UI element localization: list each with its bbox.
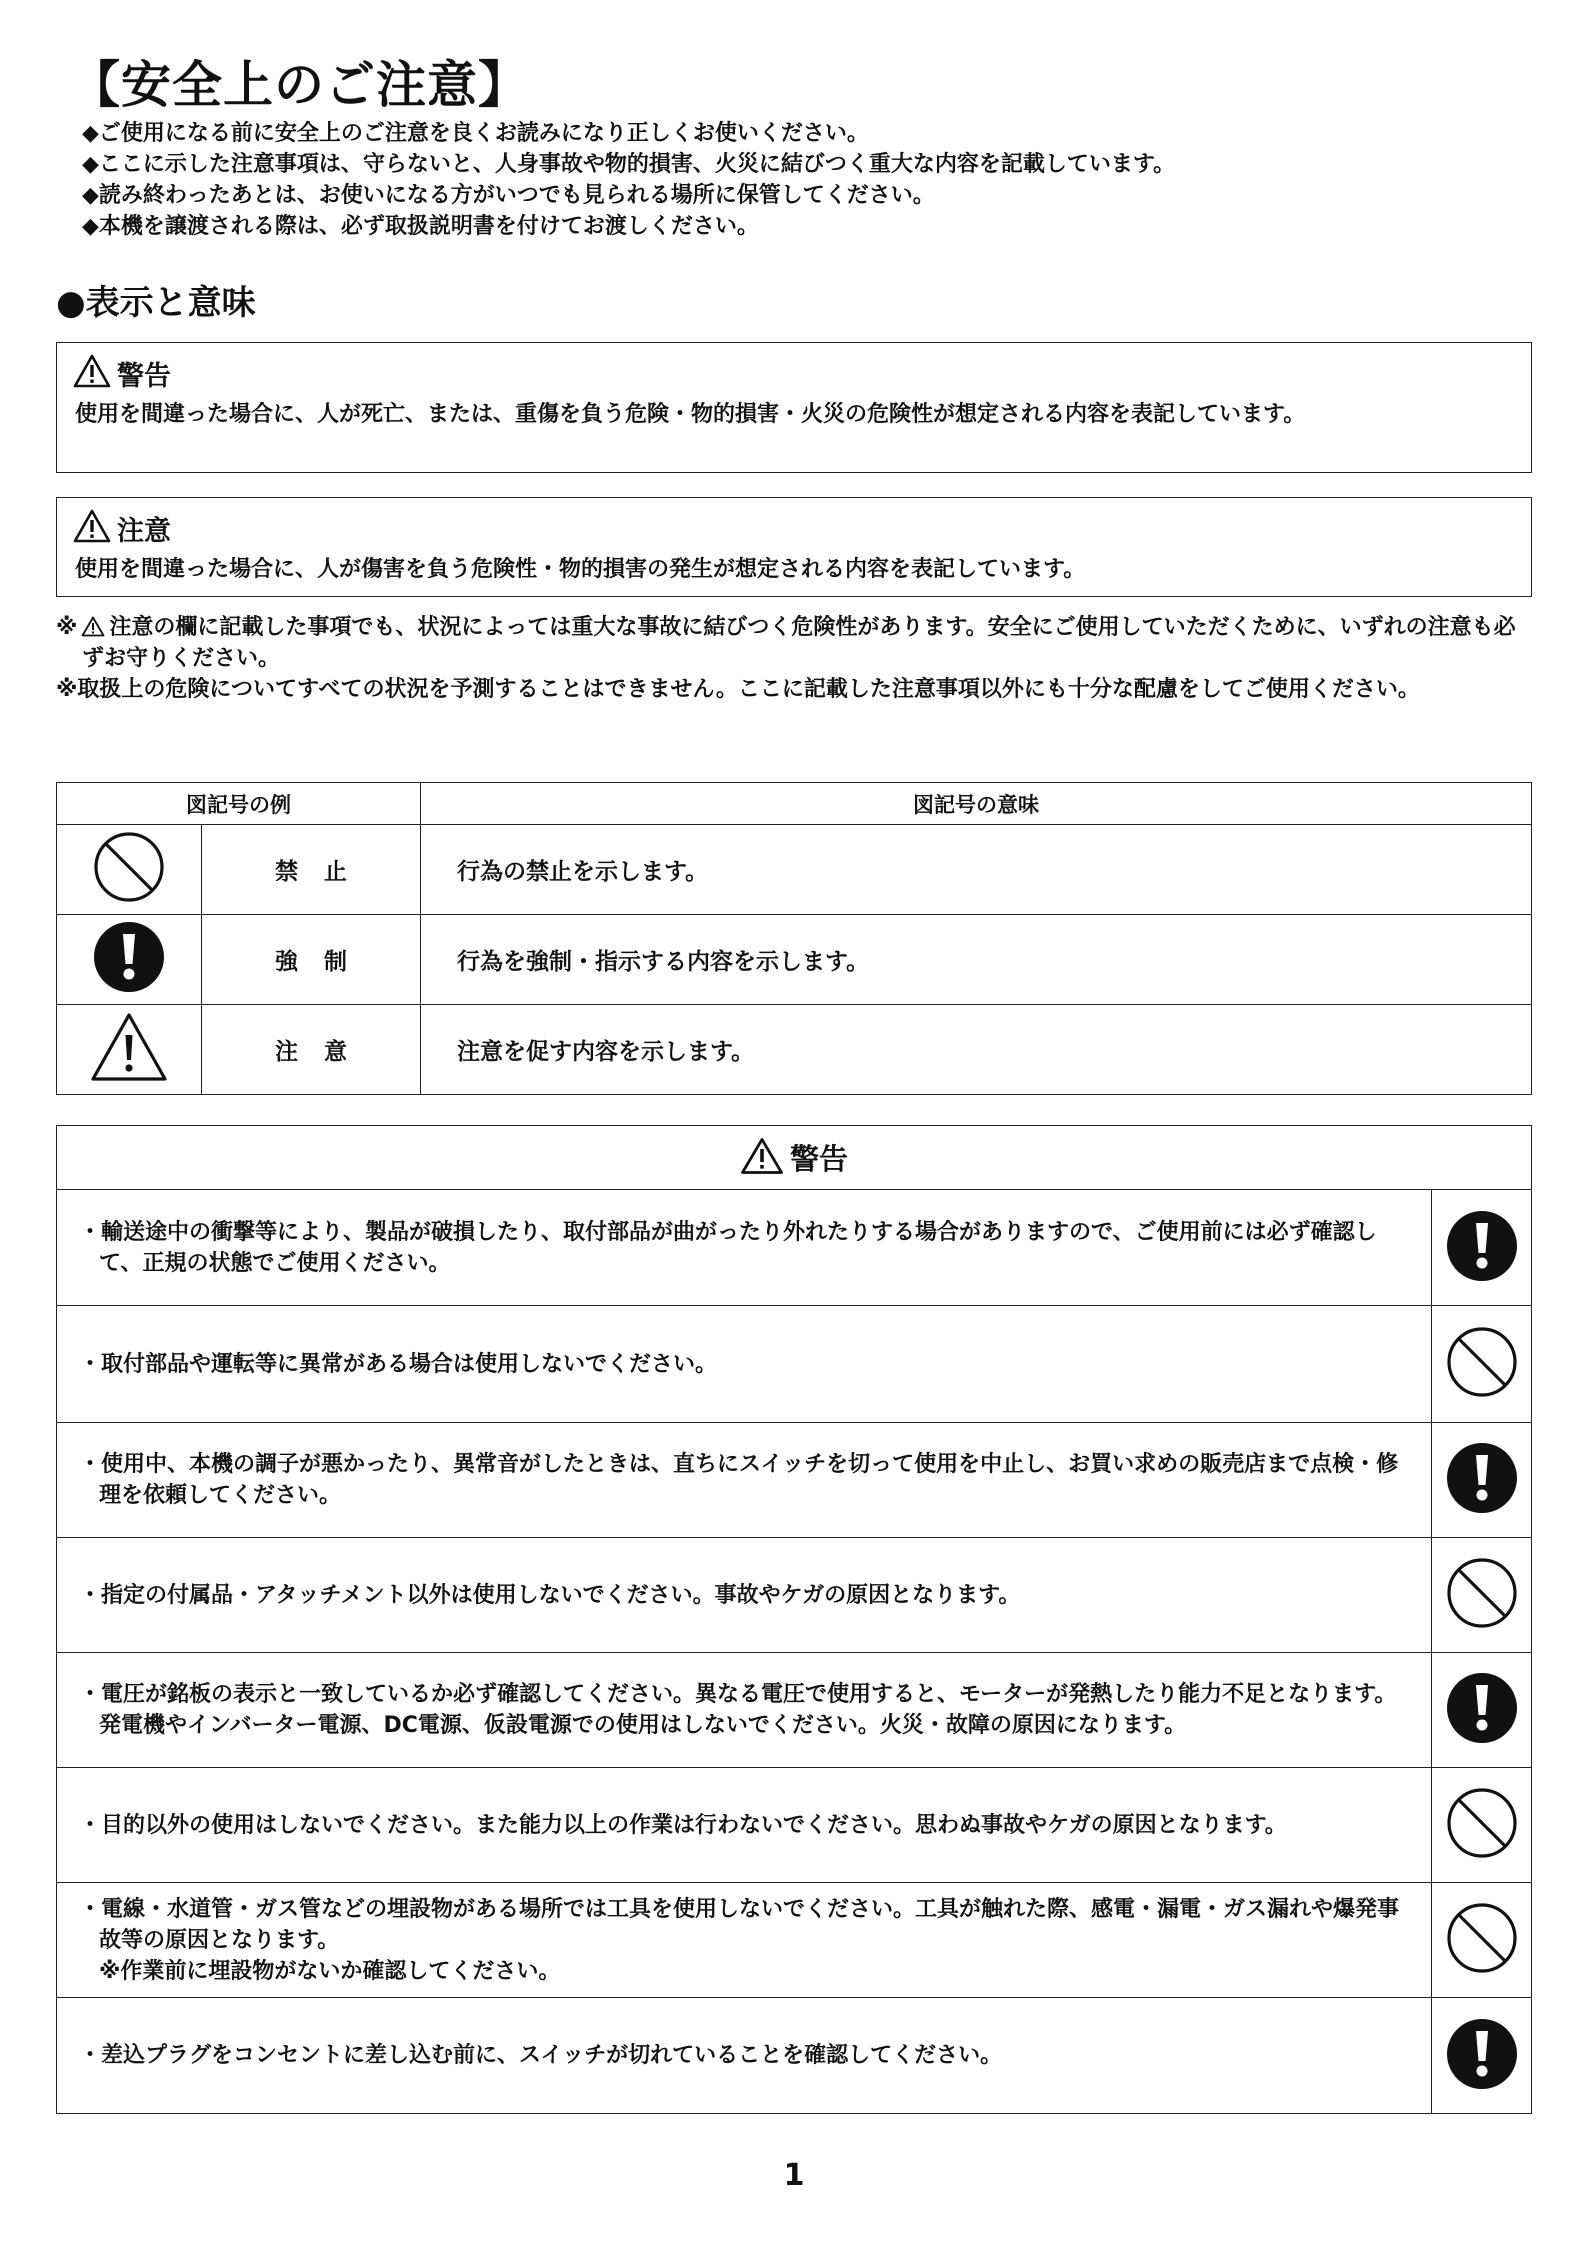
warning-item-text: ・輸送途中の衝撃等により、製品が破損したり、取付部品が曲がったり外れたりする場合がありますので、ご使用前には必ず確認して、正規の状態でご使用ください。 bbox=[79, 1219, 1377, 1276]
symbol-header-meaning: 図記号の意味 bbox=[421, 783, 1532, 825]
table-row bbox=[57, 915, 1532, 1005]
caution-label: 注意 bbox=[117, 515, 171, 547]
symbol-table bbox=[56, 782, 1532, 1095]
intro-item: ◆本機を譲渡される際は、必ず取扱説明書を付けてお渡しください。 bbox=[82, 214, 759, 239]
caution-triangle-icon bbox=[73, 509, 111, 547]
mandatory-icon bbox=[1445, 1268, 1519, 1287]
mandatory-icon bbox=[92, 974, 166, 1000]
caution-definition-box bbox=[56, 497, 1532, 597]
warning-item-text: ・電圧が銘板の表示と一致しているか必ず確認してください。異なる電圧で使用すると、モーターが発熱したり能力不足となります。発電機やインバーター電源、DC電源、仮設電源での使用はしないでください。火災・故障の原因になります。 bbox=[79, 1682, 1397, 1738]
caution-triangle-icon bbox=[89, 1063, 169, 1089]
symbol-meaning: 行為の禁止を示します。 bbox=[421, 825, 1532, 915]
warning-definition-text: 使用を間違った場合に、人が死亡、または、重傷を負う危険・物的損害・火災の危険性が想定される内容を表記しています。 bbox=[75, 402, 1306, 427]
intro-item: ◆ご使用になる前に安全上のご注意を良くお読みになり正しくお使いください。 bbox=[82, 121, 869, 146]
table-row bbox=[57, 1883, 1532, 1998]
table-row bbox=[57, 1423, 1532, 1538]
page-number: 1 bbox=[783, 2158, 805, 2193]
symbol-meaning: 注意を促す内容を示します。 bbox=[421, 1005, 1532, 1095]
notes bbox=[56, 612, 1536, 705]
warning-item-text: ・指定の付属品・アタッチメント以外は使用しないでください。事故やケガの原因となります。 bbox=[79, 1582, 1021, 1608]
note-2: ※取扱上の危険についてすべての状況を予測することはできません。ここに記載した注意事項以外にも十分な配慮をしてご使用ください。 bbox=[56, 677, 1420, 702]
warning-definition-box bbox=[56, 342, 1532, 473]
note-mark: ※ bbox=[56, 615, 78, 640]
symbol-name: 強制 bbox=[202, 915, 421, 1005]
warning-table-header bbox=[57, 1126, 1532, 1190]
symbol-meaning: 行為を強制・指示する内容を示します。 bbox=[421, 915, 1532, 1005]
table-row bbox=[57, 825, 1532, 915]
section-title: ●表示と意味 bbox=[56, 283, 256, 323]
intro-item: ◆ここに示した注意事項は、守らないと、人身事故や物的損害、火災に結びつく重大な内容を記載しています。 bbox=[82, 152, 1176, 177]
warning-item-text: ・電線・水道管・ガス管などの埋設物がある場所では工具を使用しないでください。工具が触れた際、感電・漏電・ガス漏れや爆発事故等の原因となります。 bbox=[79, 1896, 1400, 1953]
table-row bbox=[57, 1768, 1532, 1883]
warning-item-text: ・取付部品や運転等に異常がある場合は使用しないでください。 bbox=[79, 1351, 718, 1377]
prohibition-icon bbox=[1445, 1845, 1519, 1864]
mandatory-icon bbox=[1445, 1730, 1519, 1749]
warning-item-text: ・目的以外の使用はしないでください。また能力以上の作業は行わないでください。思わぬ事故やケガの原因となります。 bbox=[79, 1812, 1287, 1838]
symbol-name: 禁止 bbox=[202, 825, 421, 915]
prohibition-icon bbox=[92, 884, 166, 910]
table-row bbox=[57, 1190, 1532, 1306]
table-row bbox=[57, 1005, 1532, 1095]
note-1 bbox=[56, 612, 1536, 674]
table-row bbox=[57, 1998, 1532, 2114]
caution-triangle-icon bbox=[81, 616, 105, 637]
warning-table bbox=[56, 1125, 1532, 2114]
warning-item-text: ・使用中、本機の調子が悪かったり、異常音がしたときは、直ちにスイッチを切って使用を中止し、お買い求めの販売店まで点検・修理を依頼してください。 bbox=[79, 1452, 1399, 1508]
warning-table-label: 警告 bbox=[789, 1142, 848, 1176]
page-title: 【安全上のご注意】 bbox=[70, 56, 529, 114]
caution-definition-text: 使用を間違った場合に、人が傷害を負う危険性・物的損害の発生が想定される内容を表記しています。 bbox=[75, 557, 1086, 582]
symbol-header-example: 図記号の例 bbox=[57, 783, 421, 825]
note-1-text: 注意の欄に記載した事項でも、状況によっては重大な事故に結びつく危険性があります。安全にご使用していただくために、いずれの注意も必ずお守りください。 bbox=[82, 615, 1516, 671]
warning-item-text: ・差込プラグをコンセントに差し込む前に、スイッチが切れていることを確認してください。 bbox=[79, 2043, 1003, 2068]
prohibition-icon bbox=[1445, 1615, 1519, 1634]
table-row bbox=[57, 1653, 1532, 1768]
warning-item-subnote: ※作業前に埋設物がないか確認してください。 bbox=[99, 1958, 561, 1984]
caution-triangle-icon bbox=[740, 1137, 784, 1179]
caution-triangle-icon bbox=[73, 354, 111, 392]
table-row bbox=[57, 1538, 1532, 1653]
warning-label: 警告 bbox=[117, 360, 171, 392]
intro-list bbox=[82, 118, 1175, 242]
intro-item: ◆読み終わったあとは、お使いになる方がいつでも見られる場所に保管してください。 bbox=[82, 183, 935, 208]
mandatory-icon bbox=[1445, 1500, 1519, 1519]
symbol-name: 注意 bbox=[202, 1005, 421, 1095]
prohibition-icon bbox=[1445, 1384, 1519, 1403]
mandatory-icon bbox=[1445, 2076, 1519, 2095]
prohibition-icon bbox=[1445, 1960, 1519, 1979]
table-row bbox=[57, 1306, 1532, 1423]
